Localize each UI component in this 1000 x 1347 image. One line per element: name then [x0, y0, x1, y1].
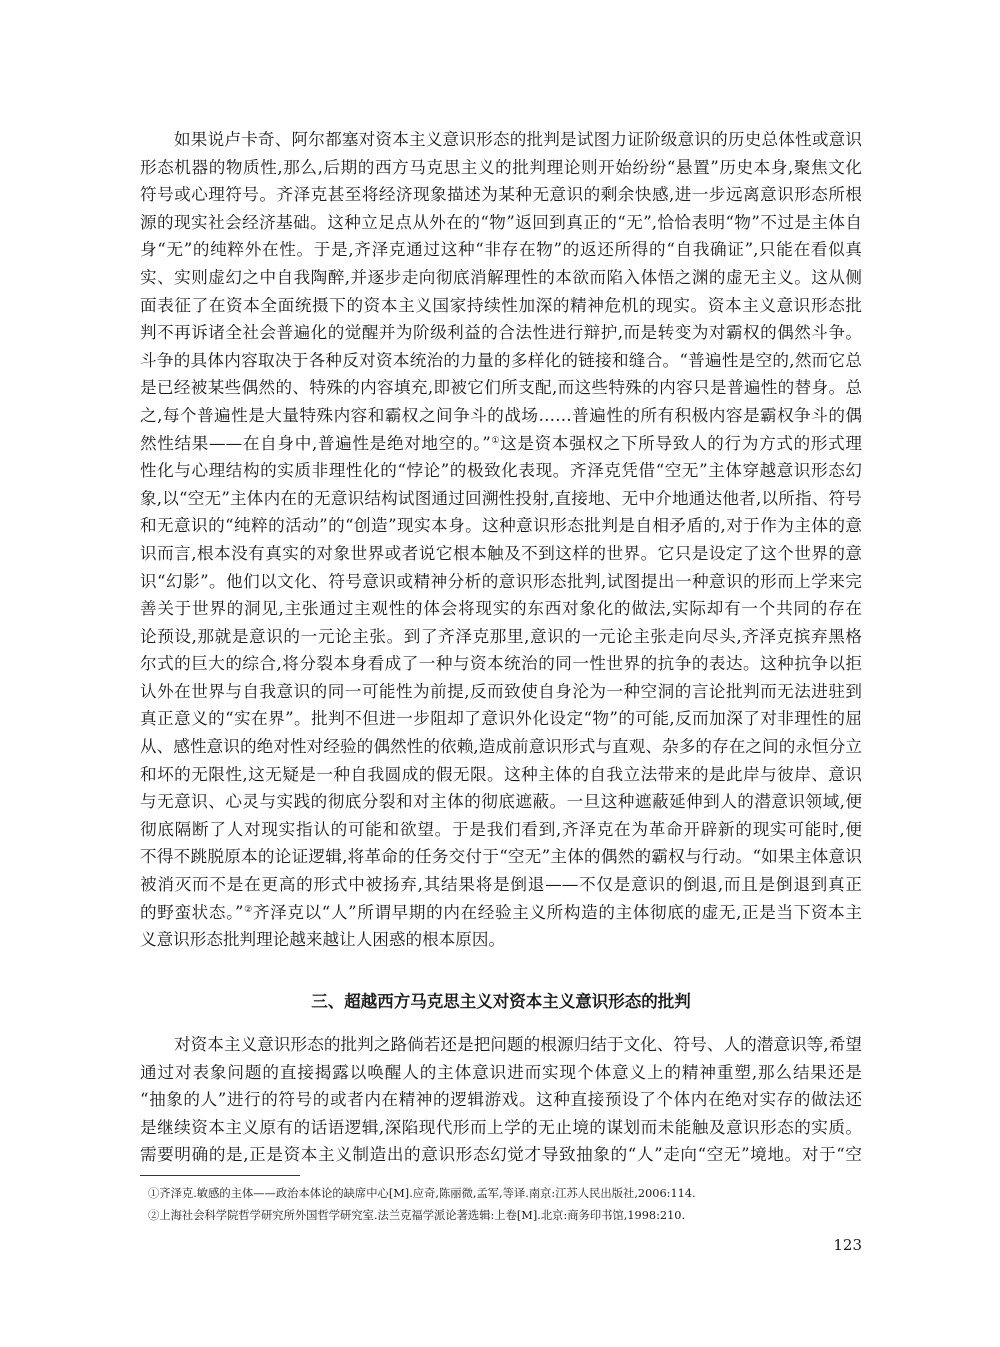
text-line: 实、实则虚幻之中自我陶醉,并逐步走向彻底消解理性的本欲而陷入体悟之渊的虚无主义。这从侧 — [140, 267, 862, 287]
text-line: 识而言,根本没有真实的对象世界或者说它根本触及不到这样的世界。它只是设定了这个世界的意 — [140, 543, 862, 563]
page-number: 123 — [833, 1236, 862, 1254]
text-line: 识“幻影”。他们以文化、符号意识或精神分析的意识形态批判,试图提出一种意识的形而上学来完 — [140, 571, 862, 591]
text-line: 需要明确的是,正是资本主义制造出的意识形态幻觉才导致抽象的“人”走向“空无”境地。对于“空 — [140, 1145, 862, 1165]
text-line: 真正意义的“实在界”。批判不但进一步阻却了意识外化设定“物”的可能,反而加深了对非理性的屈 — [140, 709, 862, 729]
text-line: 通过对表象问题的直接揭露以唤醒人的主体意识进而实现个体意义上的精神重塑,那么结果还是 — [140, 1062, 862, 1082]
text-line: 尔式的巨大的综合,将分裂本身看成了一种与资本统治的同一性世界的抗争的表达。这种抗争以拒 — [140, 654, 862, 674]
text-line: 身“无”的纯粹外在性。于是,齐泽克通过这种“非存在物”的返还所得的“自我确证”,只能在看似真 — [140, 240, 862, 260]
section-heading: 三、超越西方马克思主义对资本主义意识形态的批判 — [311, 992, 691, 1011]
text-line: 认外在世界与自我意识的同一可能性为前提,反而致使自身沦为一种空洞的言论批判而无法进驻到 — [140, 681, 862, 701]
text-line: 彻底隔断了人对现实指认的可能和欲望。于是我们看到,齐泽克在为革命开辟新的现实可能时,便 — [140, 819, 862, 839]
text-segment: 这是资本强权之下所导致人的行为方式的形式理 — [500, 433, 862, 453]
body-paragraph-2 — [140, 1031, 862, 1169]
text-line — [140, 430, 862, 458]
text-line: 如果说卢卡奇、阿尔都塞对资本主义意识形态的批判是试图力证阶级意识的历史总体性或意识 — [174, 130, 862, 149]
text-line: 和坏的无限性,这无疑是一种自我圆成的假无限。这种主体的自我立法带来的是此岸与彼岸、意识 — [140, 764, 862, 784]
text-line: 论预设,那就是意识的一元论主张。到了齐泽克那里,意识的一元论主张走向尽头,齐泽克摈弃黑格 — [140, 626, 862, 646]
text-line: 形态机器的物质性,那么,后期的西方马克思主义的批判理论则开始纷纷“悬置”历史本身,聚焦文化 — [140, 157, 862, 177]
text-line: 不得不跳脱原本的论证逻辑,将革命的任务交付于“空无”主体的偶然的霸权与行动。“如果主体意识 — [140, 847, 862, 867]
text-line: 对资本主义意识形态的批判之路倘若还是把问题的根源归结于文化、符号、人的潜意识等,希望 — [174, 1035, 862, 1054]
text-line: 义意识形态批判理论越来越让人困惑的根本原因。 — [140, 930, 506, 950]
text-line: 象,以“空无”主体内在的无意识结构试图通过回溯性投射,直接地、无中介地通达他者,以所指、符号 — [140, 488, 862, 508]
footnote-1: ①齐泽克.敏感的主体——政治本体论的缺席中心[M].应奇,陈丽微,孟军,等译.南京:江苏人民出版社,2006:114. — [148, 1187, 696, 1200]
text-line: 是继续资本主义原有的话语逻辑,深陷现代形而上学的无止境的谋划而未能触及意识形态的实质。 — [140, 1117, 862, 1137]
text-segment: 然性结果——在自身中,普遍性是绝对地空的。” — [140, 433, 491, 453]
text-line: 性化与心理结构的实质非理性化的“悖论”的极致化表现。齐泽克凭借“空无”主体穿越意识形态幻 — [140, 461, 862, 481]
text-line: 之,每个普遍性是大量特殊内容和霸权之间争斗的战场……普遍性的所有积极内容是霸权争斗的偶 — [140, 405, 862, 425]
text-line: “抽象的人”进行的符号的或者内在精神的逻辑游戏。这种直接预设了个体内在绝对实存的做法还 — [140, 1090, 862, 1110]
text-line: 面表征了在资本全面统摄下的资本主义国家持续性加深的精神危机的现实。资本主义意识形态批 — [140, 295, 862, 315]
text-line: 从、感性意识的绝对性对经验的偶然性的依赖,造成前意识形式与直观、杂多的存在之间的永恒分立 — [140, 737, 862, 757]
text-segment: 的野蛮状态。” — [140, 902, 244, 922]
text-segment: 齐泽克以“人”所谓早期的内在经验主义所构造的主体彻底的虚无,正是当下资本主 — [252, 902, 862, 922]
text-line: 善关于世界的洞见,主张通过主观性的体会将现实的东西对象化的做法,实际却有一个共同的存在 — [140, 599, 862, 619]
text-line: 与无意识、心灵与实践的彻底分裂和对主体的彻底遮蔽。一旦这种遮蔽延伸到人的潜意识领域,便 — [140, 792, 862, 812]
text-line: 是已经被某些偶然的、特殊的内容填充,即被它们所支配,而这些特殊的内容只是普遍性的替身。总 — [140, 378, 862, 398]
body-paragraph-1 — [140, 126, 862, 954]
footnote-ref-1[interactable]: ① — [490, 435, 501, 446]
text-line: 源的现实社会经济基础。这种立足点从外在的“物”返回到真正的“无”,恰恰表明“物”不过是主体自 — [140, 212, 862, 232]
text-line: 斗争的具体内容取决于各种反对资本统治的力量的多样化的链接和缝合。“普遍性是空的,然而它总 — [140, 350, 862, 370]
text-line — [140, 899, 862, 927]
text-line: 和无意识的“纯粹的活动”的“创造”现实本身。这种意识形态批判是自相矛盾的,对于作为主体的意 — [140, 516, 862, 536]
text-line: 判不再诉诸全社会普遍化的觉醒并为阶级利益的合法性进行辩护,而是转变为对霸权的偶然斗争。 — [140, 323, 862, 343]
footnote-ref-2[interactable]: ② — [243, 904, 253, 915]
text-line: 被消灭而不是在更高的形式中被扬弃,其结果将是倒退——不仅是意识的倒退,而且是倒退到真正 — [140, 875, 862, 895]
footnote-divider — [140, 1175, 300, 1176]
footnote-2: ②上海社会科学院哲学研究所外国哲学研究室.法兰克福学派论著选辑:上卷[M].北京:商务印书馆,1998:210. — [148, 1209, 686, 1222]
text-line: 符号或心理符号。齐泽克甚至将经济现象描述为某种无意识的剩余快感,进一步远离意识形态所根 — [140, 185, 862, 205]
